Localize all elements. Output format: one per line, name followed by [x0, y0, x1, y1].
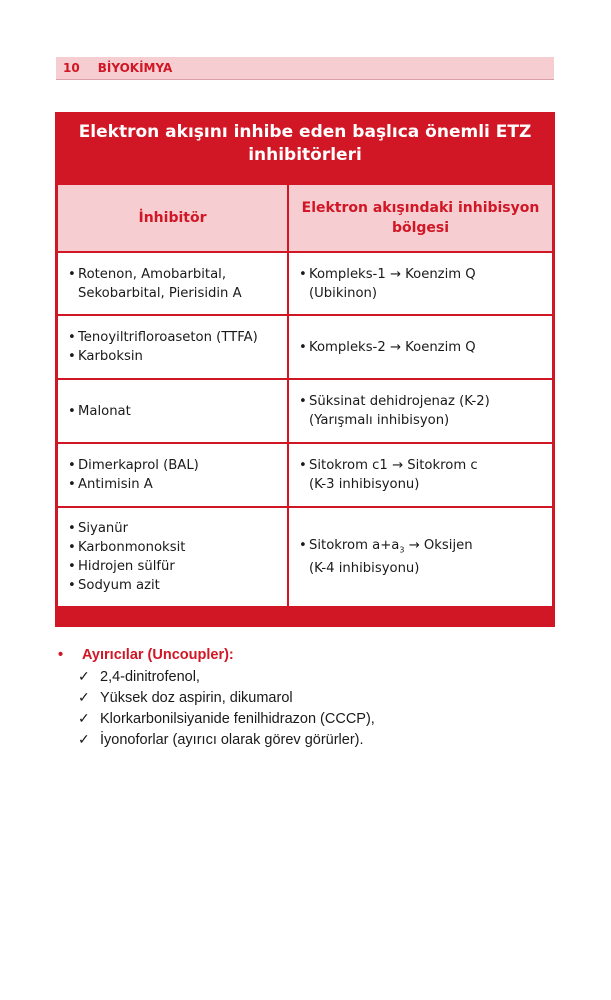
column-header-inhibitor-label: İnhibitör — [138, 210, 207, 226]
list-item-text: Klorkarbonilsiyanide fenilhidrazon (CCCP), — [100, 710, 375, 727]
inhibitor-item: Rotenon, Amobarbital, — [78, 266, 227, 282]
site-item: Sitokrom c1 → Sitokrom c — [309, 458, 478, 473]
column-header-site-line2: bölgesi — [391, 220, 450, 236]
checkmark-icon: ✓ — [78, 689, 90, 705]
table-row-2-site: • Kompleks-2 → Koenzim Q — [289, 316, 552, 378]
inhibitor-item: Sodyum azit — [78, 578, 160, 593]
table-row-3-site: • Süksinat dehidrojenaz (K-2) (Yarışmalı inhibisyon) — [289, 380, 552, 442]
inhibitor-item: Tenoyiltrifloroaseton (TTFA) — [78, 330, 258, 345]
table-title — [55, 121, 555, 167]
uncoupler-section — [56, 644, 556, 750]
list-item-text: Yüksek doz aspirin, dikumarol — [100, 689, 293, 706]
table-row-2-inhibitors: • Tenoyiltrifloroaseton (TTFA) • Karboksin — [58, 316, 287, 378]
table-row-4-site: • Sitokrom c1 → Sitokrom c (K-3 inhibisyonu) — [289, 444, 552, 506]
list-item-text: 2,4-dinitrofenol, — [100, 668, 200, 685]
inhibitor-item: Hidrojen sülfür — [78, 559, 175, 574]
bullet-icon: • — [58, 647, 64, 663]
site-item-cont: (Ubikinon) — [309, 285, 378, 301]
uncoupler-title-text: Ayırıcılar (Uncoupler): — [82, 647, 234, 663]
inhibitor-item: Karboksin — [78, 349, 143, 364]
site-item: Süksinat dehidrojenaz (K-2) — [309, 394, 490, 409]
section-title: BİYOKİMYA — [97, 61, 173, 75]
inhibitor-item: Siyanür — [78, 521, 129, 536]
page-number: 10 — [63, 61, 80, 75]
site-item-cont: (K-4 inhibisyonu) — [309, 561, 420, 577]
inhibitor-item: Antimisin A — [78, 477, 153, 492]
column-header-inhibitor — [58, 185, 287, 251]
site-item-cont: (Yarışmalı inhibisyon) — [309, 413, 450, 428]
table-row-5-inhibitors: • Siyanür • Karbonmonoksit • Hidrojen sülfür • Sodyum azit — [58, 508, 287, 606]
site-item-cont: (K-3 inhibisyonu) — [309, 477, 420, 492]
checkmark-icon: ✓ — [78, 731, 90, 747]
inhibitor-item: Karbonmonoksit — [78, 540, 186, 555]
list-item — [56, 666, 556, 687]
table-row-1-site: • Kompleks-1 → Koenzim Q (Ubikinon) — [289, 253, 552, 314]
table-row-3-inhibitors: • Malonat — [58, 380, 287, 442]
inhibitor-item-cont: Sekobarbital, Pierisidin A — [78, 285, 242, 301]
checkmark-icon: ✓ — [78, 710, 90, 726]
table-row-1-inhibitors: • Rotenon, Amobarbital, Sekobarbital, Pierisidin A — [58, 253, 287, 314]
table-title-line1: Elektron akışını inhibe eden başlıca önemli ETZ — [78, 122, 532, 142]
site-item-subscript: 3 — [399, 545, 405, 555]
site-item — [309, 536, 473, 560]
table-title-line2: inhibitörleri — [248, 145, 362, 165]
inhibitor-item: Dimerkaprol (BAL) — [78, 458, 199, 473]
column-header-site-line1: Elektron akışındaki inhibisyon — [301, 200, 540, 216]
list-item — [56, 687, 556, 708]
inhibitor-table — [55, 112, 555, 627]
list-item-text: İyonoforlar (ayırıcı olarak görev görürler). — [100, 731, 364, 748]
column-header-site — [289, 185, 552, 251]
site-item-main: Sitokrom a+a — [309, 537, 400, 553]
site-item: Kompleks-1 → Koenzim Q — [309, 266, 476, 282]
table-row-4-inhibitors: • Dimerkaprol (BAL) • Antimisin A — [58, 444, 287, 506]
page-header — [56, 57, 554, 80]
uncoupler-title — [56, 644, 556, 666]
site-item: Kompleks-2 → Koenzim Q — [309, 339, 476, 355]
list-item — [56, 708, 556, 729]
site-item-rest: → Oksijen — [404, 537, 473, 553]
checkmark-icon: ✓ — [78, 668, 90, 684]
inhibitor-item: Malonat — [78, 403, 131, 419]
table-row-5-site: • Sitokrom $a+a_3$ → Oksijen (K-4 inhibisyonu) — [289, 508, 552, 606]
list-item — [56, 729, 556, 750]
